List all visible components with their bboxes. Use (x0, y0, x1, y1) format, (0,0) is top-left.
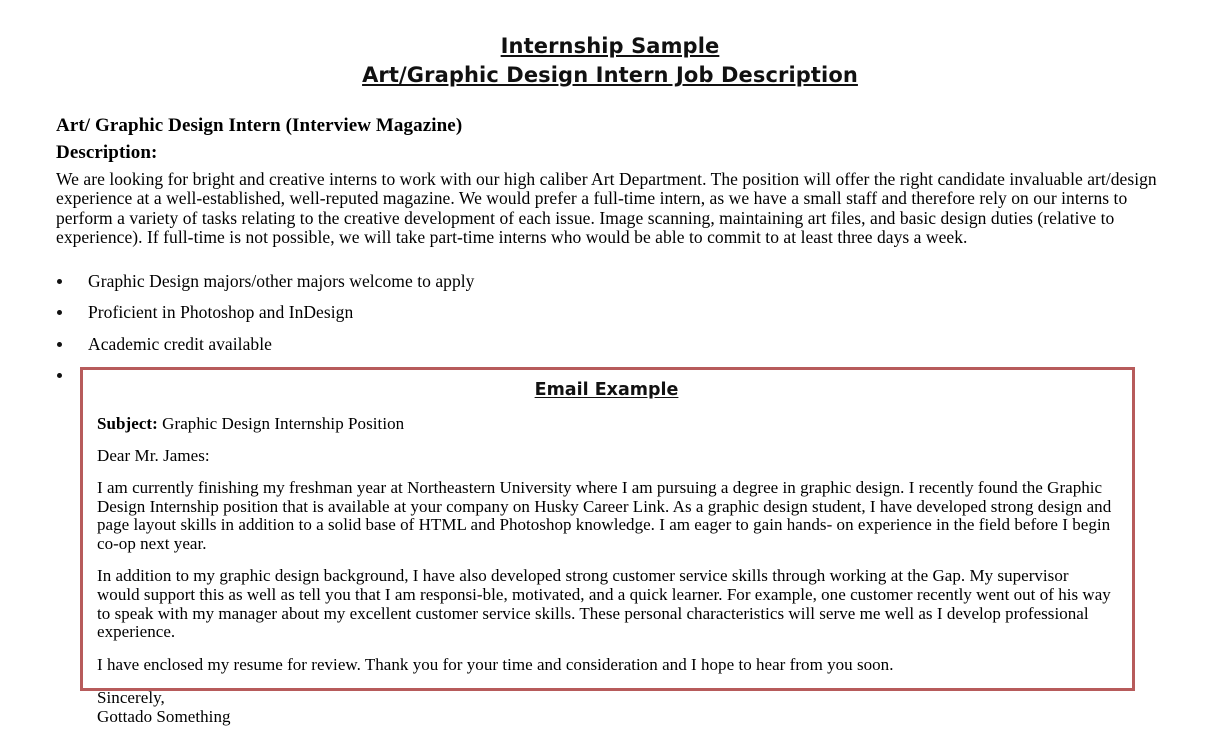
bullet-icon (57, 310, 62, 315)
email-subject-line (97, 401, 1116, 433)
list-item-label: Graphic Design majors/other majors welcome to apply (88, 270, 475, 291)
bullet-icon (57, 279, 62, 284)
email-closing: Sincerely, (97, 688, 165, 708)
description-label: Description: (56, 142, 158, 163)
email-paragraph-3: I have enclosed my resume for review. Thank you for your time and consideration and I hope to hear from you soon. (97, 654, 894, 674)
page-subtitle: Art/Graphic Design Intern Job Description (362, 63, 858, 87)
page-title: Internship Sample (500, 34, 720, 58)
email-paragraph-2: In addition to my graphic design background, I have also developed strong customer service skills through working at the Gap. My supervisor would support this as well as tell you that I am responsi-ble, motivated, and a quick learner. For example, one customer recently went out of his way to speak with my manager about my excellent customer service skills. These personal characteristics will serve me well as I develop professional experience. (97, 566, 1111, 642)
list-item (56, 335, 1178, 367)
job-title-heading: Art/ Graphic Design Intern (Interview Magazine) (56, 115, 463, 136)
email-paragraph-1: I am currently finishing my freshman year at Northeastern University where I am pursuing a degree in graphic design. I recently found the Graphic Design Internship position that is available at your company on Husky Career Link. As a graphic design student, I have developed strong design and page layout skills in addition to a solid base of HTML and Photoshop knowledge. I am eager to gain hands- on experience in the field before I begin co-op next year. (97, 478, 1112, 553)
description-paragraph: We are looking for bright and creative interns to work with our high caliber Art Department. The position will offer the right candidate invaluable art/design experience at a well-established, well-reputed magazine. We would prefer a full-time intern, as we have a small staff and therefore rely on our interns to perform a variety of tasks relating to the creative development of each issue. Image scanning, maintaining art files, and basic design duties (relative to experience). If full-time is not possible, we will take part-time interns who would be able to commit to at least three days a week. (56, 169, 1157, 248)
email-example-box (80, 367, 1135, 727)
email-salutation: Dear Mr. James: (97, 446, 210, 465)
bullet-icon (57, 373, 62, 378)
email-example-heading: Email Example (534, 380, 679, 400)
email-signature: Gottado Something (97, 707, 231, 727)
list-item (56, 272, 1178, 304)
bullet-icon (57, 342, 62, 347)
email-subject-label: Subject: (97, 414, 158, 433)
document-body (0, 88, 1220, 398)
email-subject-value: Graphic Design Internship Position (162, 414, 405, 433)
document-title-block (0, 0, 1220, 88)
email-signoff (97, 674, 1116, 726)
list-item-label: Academic credit available (88, 333, 272, 354)
list-item (56, 303, 1178, 335)
list-item-label: Proficient in Photoshop and InDesign (88, 302, 354, 323)
